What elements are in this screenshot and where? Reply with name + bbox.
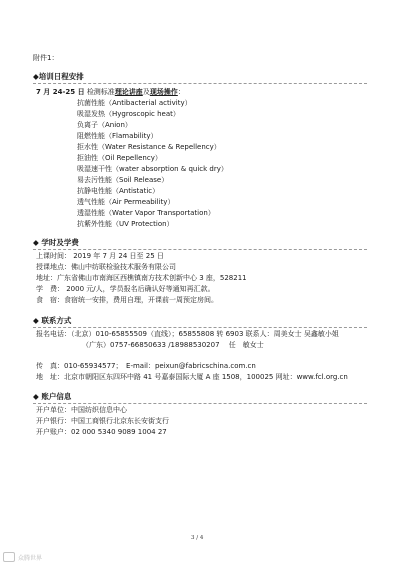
beijing-address: 地 址：北京市朝阳区东四环中路 41 号嘉泰国际大厦 A 座 1508，100025 网址：www.fcl.org.cn [36, 373, 348, 381]
section-heading-schedule: ◆培训日程安排 [33, 72, 84, 81]
test-item: 拒油性（Oil Repellency） [77, 154, 162, 162]
section-divider [33, 327, 367, 328]
test-item: 拒水性（Water Resistance & Repellency） [77, 143, 221, 151]
test-item: 吸湿速干性（water absorption & quick dry） [77, 165, 228, 173]
section-divider [33, 83, 367, 84]
class-time: 上课时间： 2019 年 7 月 24 日至 25 日 [36, 252, 164, 260]
registration-phone: 报名电话：（北京）010-65855509（直线）；65855808 转 6903 联系人：周美女士 吴鑫敏小姐 [36, 330, 339, 338]
venue-address: 地址：广东省佛山市南海区西樵镇南方技术创新中心 3 座，528211 [36, 274, 247, 282]
account-bank: 开户银行：中国工商银行北京东长安街支行 [36, 417, 169, 425]
class-venue: 授课地点：佛山中纺联检验技术服务有限公司 [36, 263, 176, 271]
tuition-fee: 学 费： 2000 元/人，学员报名后确认好等通知再汇款。 [36, 285, 215, 293]
test-item: 易去污性能（Soil Release） [77, 176, 169, 184]
fax-email: 传 真：010-65934577； E-mail：peixun@fabricschina.com.cn [36, 362, 256, 370]
page-number: 3 / 4 [191, 535, 204, 541]
accommodation: 食 宿：食宿统一安排，费用自理，开课前一周预定房间。 [36, 296, 218, 304]
test-item: 吸湿发热（Hygroscopic heat） [77, 110, 180, 118]
section-heading-tuition: ◆ 学时及学费 [33, 238, 79, 247]
schedule-intro: 7 月 24-25 日 检测标准理论讲座及现场操作： [36, 88, 185, 96]
test-item: 阻燃性能（Flamability） [77, 132, 158, 140]
registration-phone-guangdong: （广东）0757-66850633 /18988530207 任 敏女士 [82, 341, 264, 349]
test-item: 抗紫外性能（UV Protection） [77, 220, 174, 228]
test-item: 抗菌性能（Antibacterial activity） [77, 99, 192, 107]
attachment-label: 附件1： [33, 54, 59, 62]
schedule-date: 7 月 24-25 日 [36, 88, 85, 96]
section-divider [33, 403, 367, 404]
watermark-logo-icon [3, 552, 15, 562]
theory-lecture-label: 理论讲座 [114, 88, 143, 96]
account-number: 开户账户：02 000 5340 9089 1004 27 [36, 428, 167, 436]
watermark-text: 众腾世界 [18, 554, 43, 562]
test-item: 负离子（Anion） [77, 121, 132, 129]
practice-label: 现场操作 [149, 88, 178, 96]
section-divider [33, 249, 367, 250]
account-holder: 开户单位：中国纺织信息中心 [36, 406, 127, 414]
test-item: 抗静电性能（Antistatic） [77, 187, 160, 195]
test-item: 透气性能（Air Permeability） [77, 198, 175, 206]
section-heading-account: ◆ 账户信息 [33, 392, 72, 401]
test-item: 透湿性能（Water Vapor Transportation） [77, 209, 215, 217]
watermark [3, 552, 42, 562]
section-heading-contact: ◆ 联系方式 [33, 316, 72, 325]
